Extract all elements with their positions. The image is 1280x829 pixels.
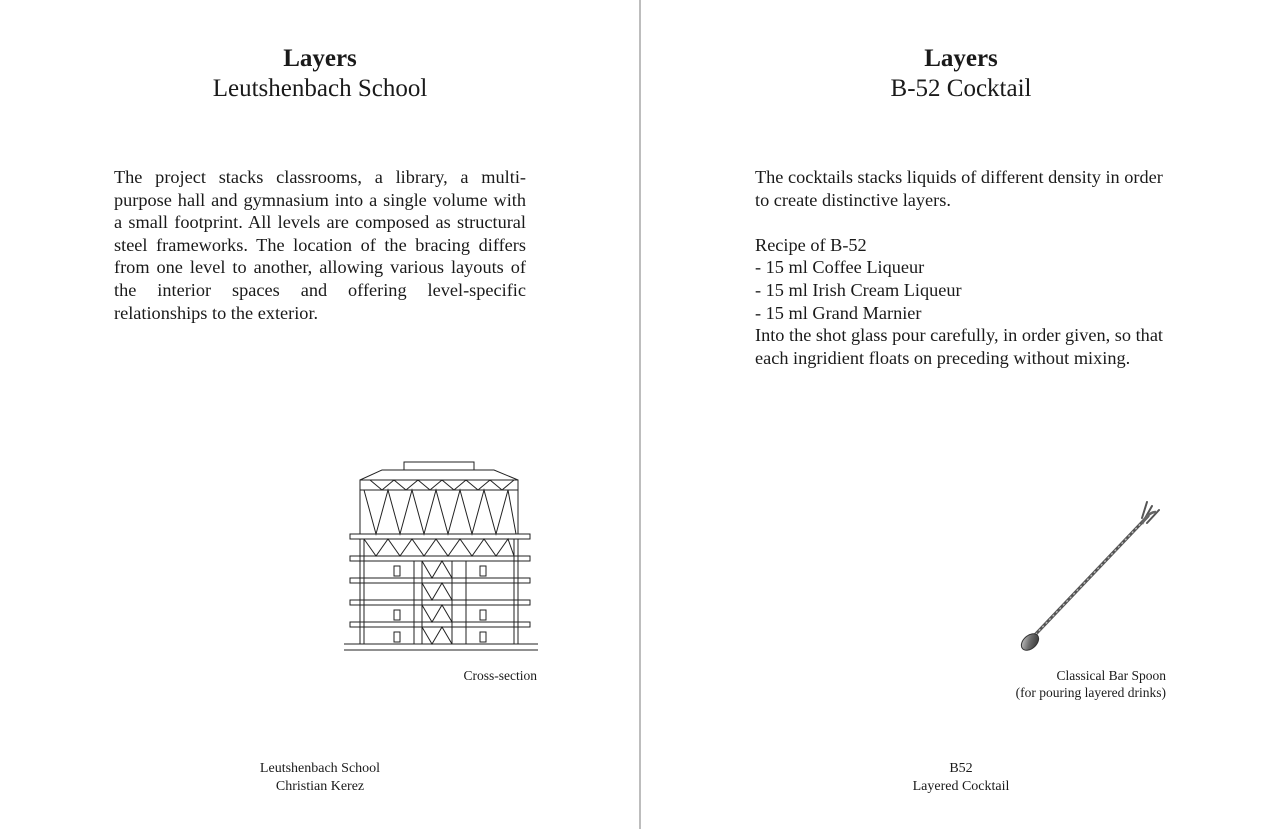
- image-caption-line-2: (for pouring layered drinks): [1015, 685, 1166, 700]
- footer-line-2: Layered Cocktail: [912, 779, 1010, 794]
- footer: [641, 760, 1280, 796]
- footer-line-1: Leutshenbach School: [259, 761, 381, 776]
- body-text: [755, 166, 1167, 369]
- bar-spoon-icon: [1016, 498, 1166, 656]
- instructions-paragraph: Into the shot glass pour carefully, in order given, so that each ingridient floats on preceding without mixing.: [755, 325, 1164, 368]
- right-page: [641, 0, 1280, 829]
- page-title: Layers: [924, 45, 998, 72]
- image-caption: Cross-section: [463, 668, 537, 683]
- footer: [0, 760, 640, 796]
- footer-line-2: Christian Kerez: [275, 779, 365, 794]
- cross-section-drawing: [342, 458, 540, 654]
- body-paragraph: The project stacks classrooms, a library, a multi-purpose hall and gymnasium into a single volume with a small footprint. All levels are composed as structural steel frameworks. The location of the bracing differs from one level to another, allowing various layouts of the interior spaces and offering level-specific relationships to the exterior.: [114, 167, 526, 323]
- image-caption: [1016, 667, 1166, 701]
- image-caption-line-1: Classical Bar Spoon: [1056, 668, 1166, 683]
- ingredient-item: - 15 ml Irish Cream Liqueur: [755, 279, 962, 300]
- footer-line-1: B52: [949, 761, 973, 776]
- recipe-title: Recipe of B-52: [755, 234, 867, 255]
- page-subtitle: Leutshenbach School: [212, 75, 428, 102]
- page-title: Layers: [283, 45, 357, 72]
- page-subtitle: B-52 Cocktail: [890, 75, 1032, 102]
- ingredient-item: - 15 ml Grand Marnier: [755, 302, 922, 323]
- ingredient-item: - 15 ml Coffee Liqueur: [755, 257, 925, 278]
- intro-paragraph: The cocktails stacks liquids of different density in order to create distinctive layers.: [755, 167, 1163, 210]
